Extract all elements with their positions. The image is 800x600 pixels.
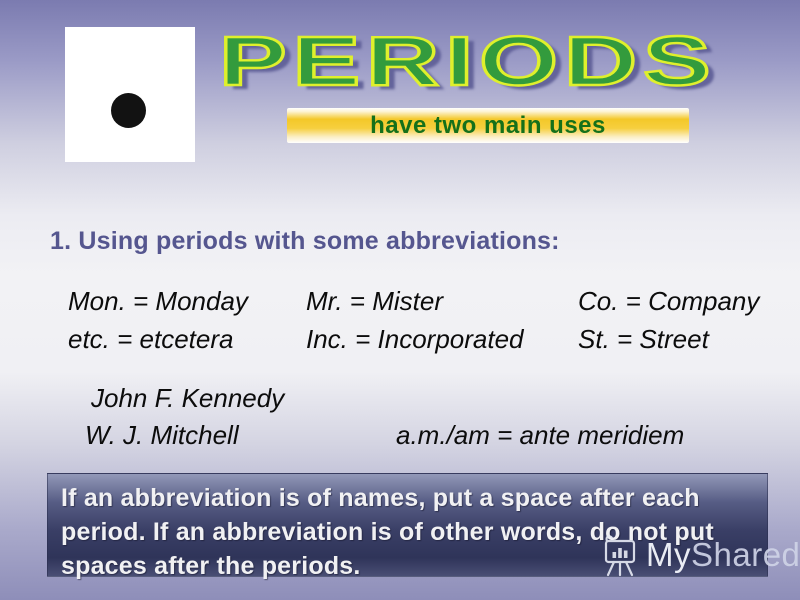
flipchart-icon — [600, 533, 640, 577]
watermark-brand-my: My — [646, 535, 691, 573]
time-abbreviation-example: a.m./am = ante meridiem — [396, 420, 685, 450]
rule-text-line: period. If an abbreviation is of other words, do not put — [61, 518, 714, 546]
section-heading: 1. Using periods with some abbreviations: — [50, 227, 560, 255]
period-dot-icon — [111, 93, 146, 128]
slide-title: PERIODS — [219, 22, 717, 100]
abbreviation-examples — [68, 286, 778, 362]
abbreviation-example: Inc. = Incorporated — [306, 324, 524, 354]
abbreviation-row — [68, 324, 778, 362]
rule-text-line: spaces after the periods. — [61, 552, 361, 580]
name-example: W. J. Mitchell — [85, 420, 239, 450]
watermark-brand-shared: Shared — [691, 535, 800, 573]
abbreviation-example: St. = Street — [578, 324, 709, 354]
subtitle-banner — [287, 108, 689, 143]
rule-text-line: If an abbreviation is of names, put a space after each — [61, 484, 700, 512]
abbreviation-example: Mr. = Mister — [306, 286, 443, 316]
name-example: John F. Kennedy — [91, 383, 285, 413]
myshared-watermark[interactable] — [600, 531, 800, 578]
period-symbol-card — [65, 27, 195, 162]
abbreviation-example: Mon. = Monday — [68, 286, 248, 316]
abbreviation-example: Co. = Company — [578, 286, 760, 316]
abbreviation-row — [68, 286, 778, 324]
watermark-brand — [646, 536, 800, 574]
subtitle-text: have two main uses — [370, 111, 606, 139]
abbreviation-example: etc. = etcetera — [68, 324, 234, 354]
